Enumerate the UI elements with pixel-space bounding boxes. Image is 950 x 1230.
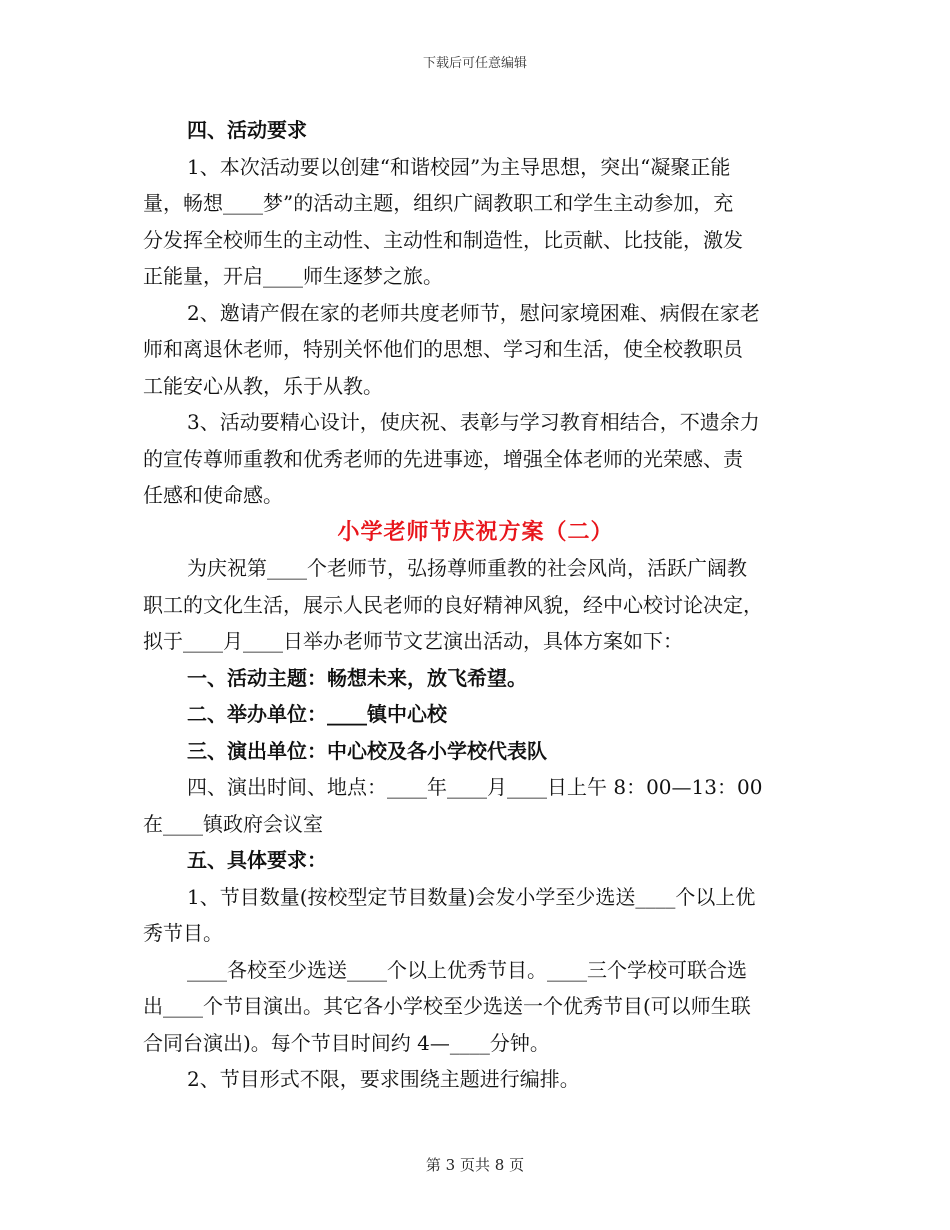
- text-line: 拟于____月____日举办老师节文艺演出活动，具体方案如下：: [143, 629, 683, 653]
- text-line: 的宣传尊师重教和优秀老师的先进事迹，增强全体老师的光荣感、责: [143, 446, 743, 471]
- section-title: 小学老师节庆祝方案（二）: [337, 518, 614, 545]
- text-line: 2、节目形式不限，要求围绕主题进行编排。: [187, 1067, 580, 1091]
- document-body: [143, 112, 808, 1098]
- text-line: 四、活动要求: [187, 118, 307, 142]
- text-line: 量，畅想____梦”的活动主题，组织广阔教职工和学生主动参加，充: [143, 191, 734, 215]
- text-line: 工能安心从教，乐于从教。: [143, 373, 383, 398]
- text-line: 正能量，开启____师生逐梦之旅。: [143, 264, 443, 288]
- page-header: 下载后可任意编辑: [422, 56, 527, 71]
- text-line: 1、节目数量(按校型定节目数量)会发小学至少选送____个以上优: [187, 884, 756, 909]
- text-line: 三、演出单位：中心校及各小学校代表队: [187, 738, 547, 763]
- text-line: 师和离退休老师，特别关怀他们的思想、学习和生活，使全校教职员: [143, 337, 743, 361]
- text-line: 1、本次活动要以创建“和谐校园”为主导思想，突出“凝聚正能: [187, 154, 731, 179]
- text-line: 分发挥全校师生的主动性、主动性和制造性，比贡献、比技能，激发: [143, 227, 743, 252]
- text-line: ____各校至少选送____个以上优秀节目。____三个学校可联合选: [187, 957, 747, 982]
- text-line: 在____镇政府会议室: [143, 811, 323, 836]
- text-line: 五、具体要求：: [187, 848, 327, 872]
- text-line: 任感和使命感。: [143, 483, 283, 507]
- text-line: 二、举办单位：____镇中心校: [187, 702, 447, 726]
- text-line: 3、活动要精心设计，使庆祝、表彰与学习教育相结合，不遗余力: [187, 410, 760, 434]
- page-footer: 第 3 页共 8 页: [425, 1156, 525, 1174]
- text-line: 职工的文化生活，展示人民老师的良好精神风貌，经中心校讨论决定，: [143, 592, 763, 617]
- text-line: 为庆祝第____个老师节，弘扬尊师重教的社会风尚，活跃广阔教: [187, 556, 747, 580]
- text-line: 2、邀请产假在家的老师共度老师节，慰问家境困难、病假在家老: [187, 300, 760, 325]
- text-line: 合同台演出)。每个节目时间约 4—____分钟。: [143, 1030, 550, 1055]
- text-line: 一、活动主题：畅想未来，放飞希望。: [187, 665, 527, 690]
- text-line: 出____个节目演出。其它各小学校至少选送一个优秀节目(可以师生联: [143, 994, 751, 1018]
- text-line: 秀节目。: [143, 921, 223, 945]
- text-line: 四、演出时间、地点：____年____月____日上午 8：00—13：00: [187, 775, 763, 799]
